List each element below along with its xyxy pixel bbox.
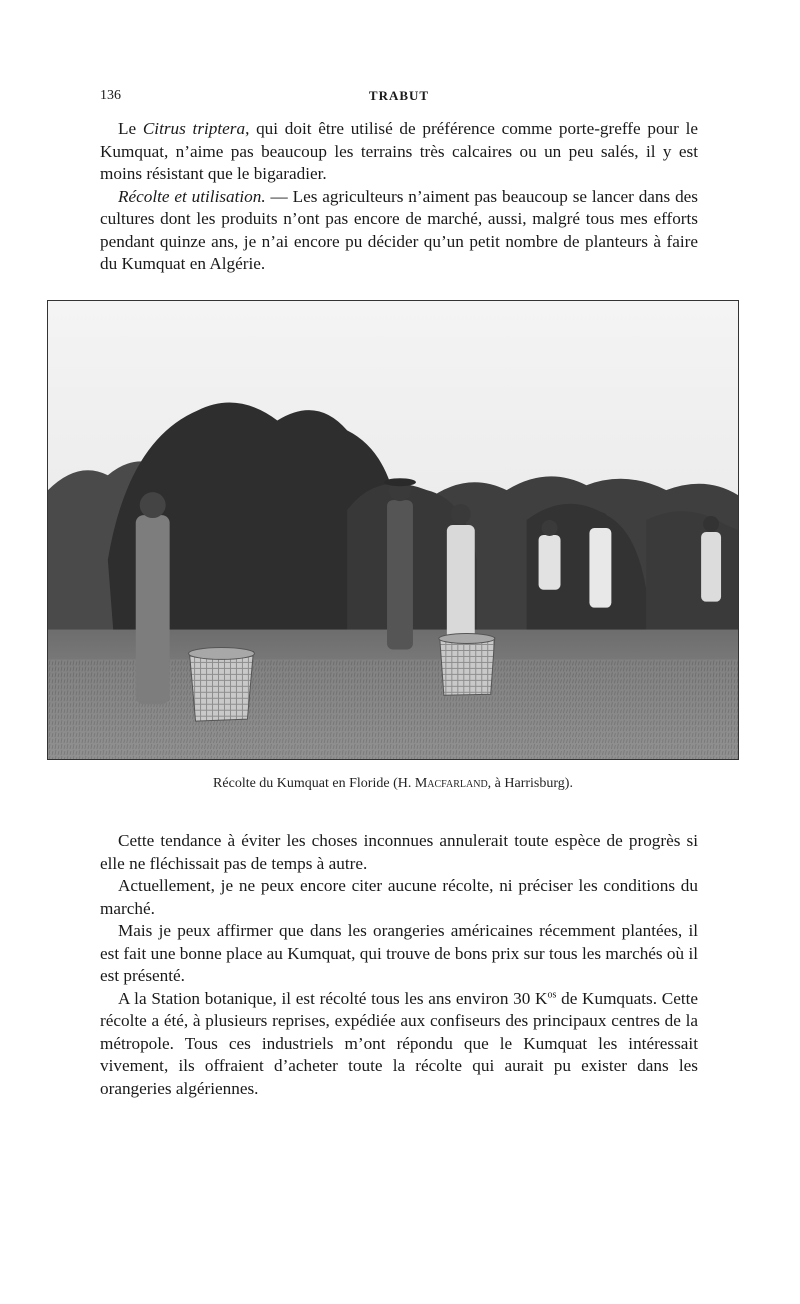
- unit-superscript: os: [547, 988, 557, 1000]
- running-title: TRABUT: [368, 88, 430, 103]
- paragraph: [100, 988, 698, 1101]
- caption-text: Récolte du Kumquat en Floride (H.: [213, 776, 415, 791]
- text-block-bottom: [100, 830, 698, 1100]
- caption-author: Macfarland: [414, 776, 488, 791]
- species-name: Citrus triptera: [142, 119, 246, 138]
- text-run: A la Station botanique, il est récolté tous les ans environ 30 K: [118, 988, 548, 1008]
- harvest-photo-illustration: [48, 301, 738, 759]
- paragraph: [100, 118, 698, 186]
- photo-kumquat-harvest: [47, 300, 739, 760]
- paragraph: Cette tendance à éviter les choses inconnues annulerait toute espèce de progrès si elle ne fléchissait pas de temps à autre.: [100, 831, 698, 873]
- paragraph: Actuellement, je ne peux encore citer aucune récolte, ni préciser les conditions du marché.: [100, 876, 698, 918]
- section-heading: Récolte et utilisation.: [118, 186, 266, 206]
- text-run: de Kumquats. Cette récolte a été, à plusieurs reprises, expédiée aux confiseurs des principaux centres de la métropole. Tous ces industriels m’ont répondu que le Kumquat les intéressait vivement, ils offraient d’acheter toute la récolte qui aurait pu exister dans les orangeries algériennes.: [100, 988, 699, 1098]
- text-block-top: [100, 118, 698, 276]
- paragraph: Mais je peux affirmer que dans les orangeries américaines récemment plantées, il est fait une bonne place au Kumquat, qui trouve de bons prix sur tous les marchés où il est présenté.: [100, 921, 698, 985]
- text-run: — Les agriculteurs n’aiment pas beaucoup se lancer dans des cultures dont les produits n’ont pas encore de marché, aussi, malgré tous mes efforts pendant quinze ans, je n’ai encore pu décider qu’un petit nombre de planteurs à faire du Kumquat en Algérie.: [100, 186, 698, 273]
- text-run: , qui doit être utilisé de préférence comme porte-greffe pour le Kumquat, n’aime pas beaucoup les terrains très calcaires ou un peu salés, il y est moins résistant que le bigaradier.: [100, 119, 698, 183]
- text-run: Le: [118, 119, 143, 138]
- caption-text: , à Harrisburg).: [487, 776, 573, 791]
- running-head: [100, 88, 698, 108]
- page-number: 136: [100, 88, 121, 103]
- paragraph: [100, 186, 698, 276]
- figure-caption: [47, 776, 739, 792]
